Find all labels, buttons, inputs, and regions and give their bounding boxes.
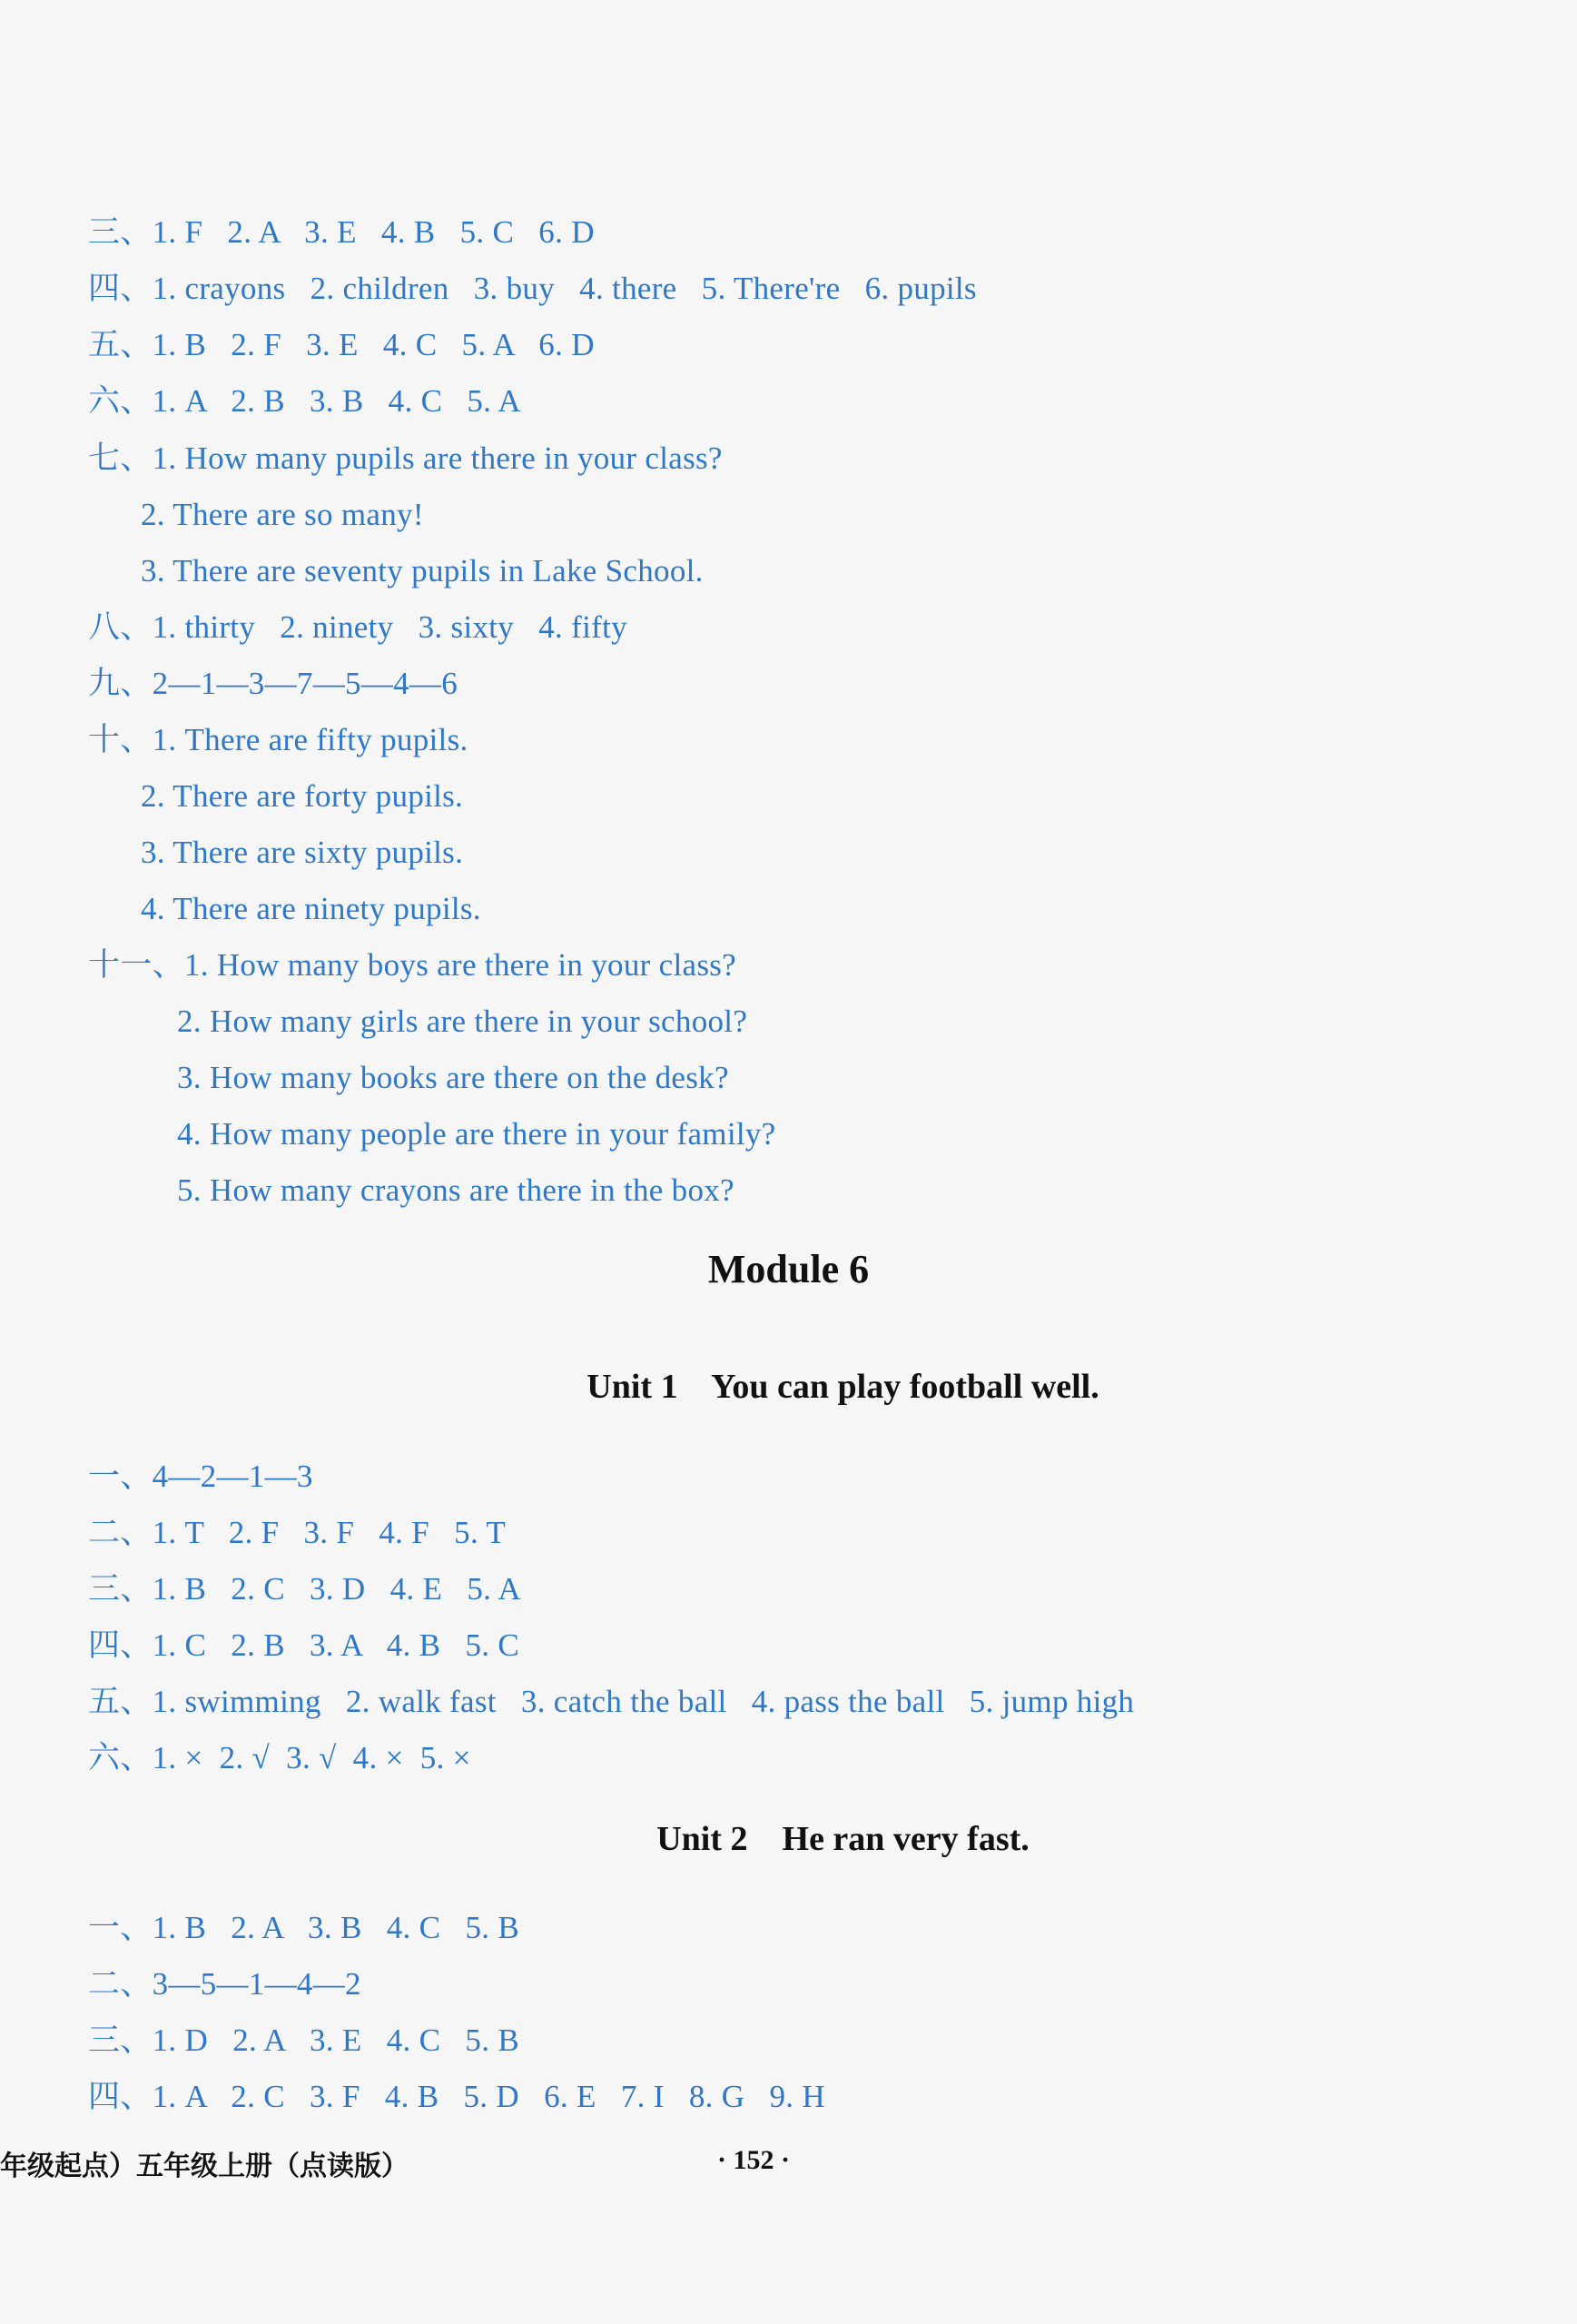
answer-line: 二、1. T 2. F 3. F 4. F 5. T	[88, 1515, 507, 1550]
answer-line: 4. There are ninety pupils.	[141, 891, 481, 926]
answer-line: 二、3—5—1—4—2	[88, 1966, 361, 2002]
answer-line: 2. There are forty pupils.	[141, 778, 464, 814]
answer-line: 3. How many books are there on the desk?	[177, 1060, 729, 1095]
page-number: · 152 ·	[717, 2145, 791, 2175]
answer-line: 三、1. F 2. A 3. E 4. B 5. C 6. D	[88, 214, 595, 250]
answer-line: 三、1. B 2. C 3. D 4. E 5. A	[88, 1571, 521, 1607]
answer-line: 四、1. A 2. C 3. F 4. B 5. D 6. E 7. I 8. G 9. H	[88, 2079, 825, 2114]
answer-line: 五、1. swimming 2. walk fast 3. catch the ball 4. pass the ball 5. jump high	[88, 1684, 1135, 1719]
unit-title: Unit 2 He ran very fast.	[656, 1820, 1030, 1858]
answer-line: 三、1. D 2. A 3. E 4. C 5. B	[88, 2022, 519, 2058]
answer-line: 4. How many people are there in your family?	[177, 1116, 776, 1152]
module-title: Module 6	[707, 1247, 870, 1291]
answer-line: 一、1. B 2. A 3. B 4. C 5. B	[88, 1910, 519, 1945]
answer-line: 四、1. crayons 2. children 3. buy 4. there 5. There're 6. pupils	[88, 271, 977, 306]
answer-line: 一、4—2—1—3	[88, 1459, 313, 1494]
answer-line: 十一、1. How many boys are there in your class?	[88, 947, 737, 983]
answer-line: 2. There are so many!	[141, 497, 424, 532]
answer-line: 八、1. thirty 2. ninety 3. sixty 4. fifty	[88, 609, 627, 645]
answer-line: 2. How many girls are there in your school?	[177, 1004, 748, 1039]
unit-title: Unit 1 You can play football well.	[586, 1368, 1099, 1406]
answer-line: 十、1. There are fifty pupils.	[88, 722, 468, 757]
answer-line: 3. There are seventy pupils in Lake School.	[141, 553, 704, 588]
answer-line: 5. How many crayons are there in the box?	[177, 1172, 734, 1208]
answer-line: 六、1. × 2. √ 3. √ 4. × 5. ×	[88, 1740, 471, 1775]
answer-line: 九、2—1—3—7—5—4—6	[88, 666, 458, 701]
answer-line: 七、1. How many pupils are there in your class?	[88, 440, 723, 476]
answer-line: 六、1. A 2. B 3. B 4. C 5. A	[88, 383, 521, 419]
book-label: 年级起点）五年级上册（点读版）	[0, 2151, 409, 2182]
answer-line: 五、1. B 2. F 3. E 4. C 5. A 6. D	[88, 327, 595, 362]
answer-line: 四、1. C 2. B 3. A 4. B 5. C	[88, 1627, 519, 1663]
answer-line: 3. There are sixty pupils.	[141, 835, 464, 870]
